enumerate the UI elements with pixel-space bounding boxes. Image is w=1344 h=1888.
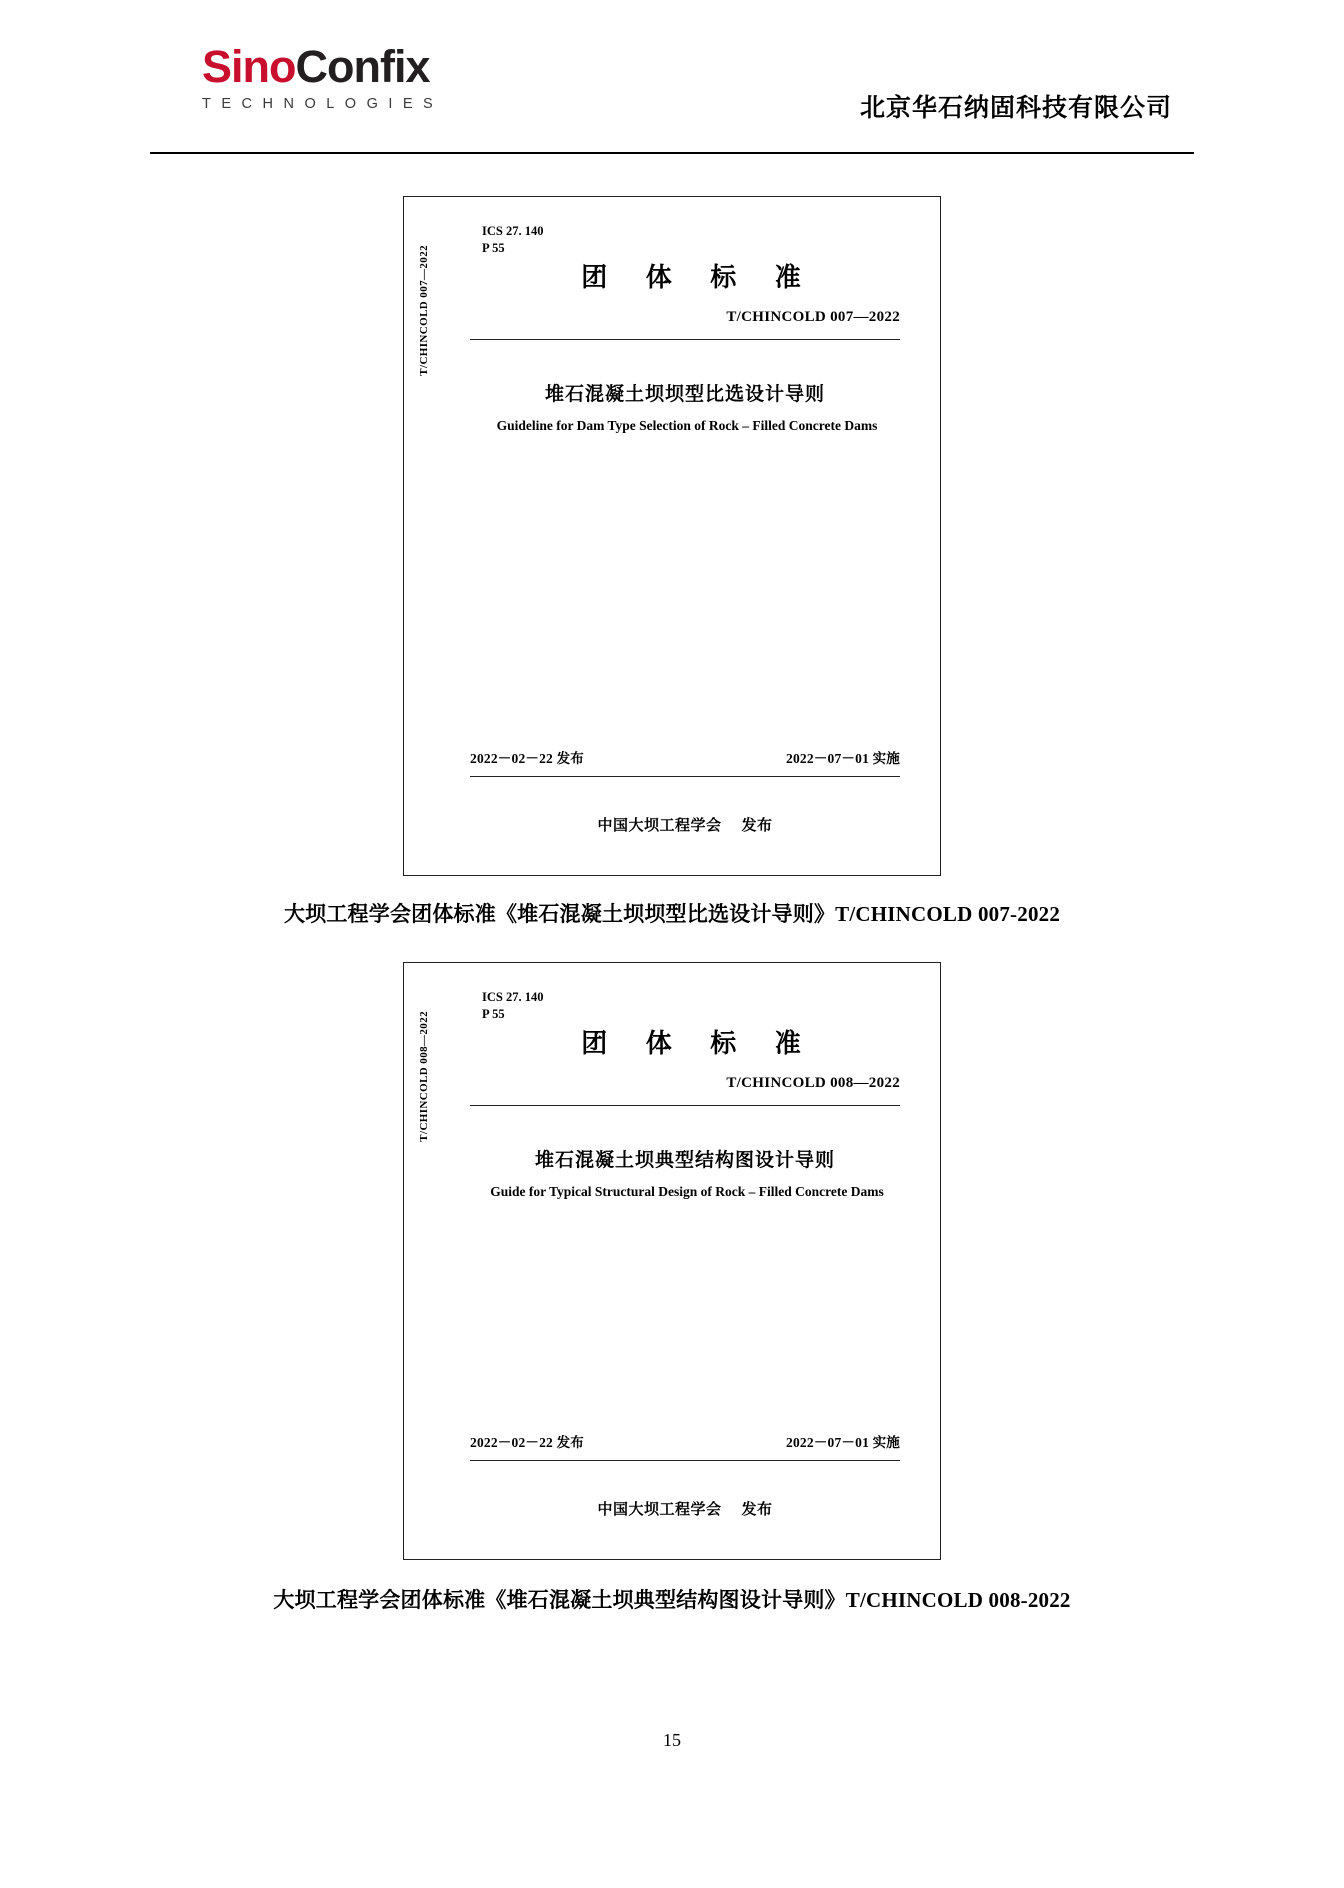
spine-code: T/CHINCOLD 008—2022 — [418, 1011, 430, 1142]
page-header — [150, 36, 1194, 142]
publisher-name: 中国大坝工程学会 — [597, 1502, 722, 1518]
title-english: Guideline for Dam Type Selection of Rock – Filled Concrete Dams — [496, 418, 878, 433]
publisher-line — [470, 1498, 900, 1519]
cover-divider-bottom — [470, 776, 900, 777]
ics-number: ICS 27. 140 — [482, 990, 544, 1004]
publisher-action: 发布 — [741, 1502, 773, 1518]
publisher-name: 中国大坝工程学会 — [597, 818, 722, 834]
publisher-action: 发布 — [741, 818, 773, 834]
standard-number: T/CHINCOLD 008—2022 — [726, 1075, 900, 1091]
publisher-line — [470, 814, 900, 835]
logo-wordmark-red: Sino — [202, 41, 296, 92]
effective-date: 2022－07－01 实施 — [786, 1435, 900, 1450]
title-chinese: 堆石混凝土坝坝型比选设计导则 — [544, 384, 825, 405]
document-type-heading: 团 体 标 准 — [581, 263, 817, 292]
company-logo — [202, 41, 532, 112]
figure-caption-2: 大坝工程学会团体标准《堆石混凝土坝典型结构图设计导则》T/CHINCOLD 008-2022 — [273, 1588, 1071, 1612]
logo-wordmark — [202, 41, 532, 92]
figure-1 — [0, 196, 1344, 928]
cover-divider-bottom — [470, 1460, 900, 1461]
figure-2 — [0, 962, 1344, 1614]
cover-dates — [470, 747, 900, 767]
classification-code: P 55 — [482, 1006, 505, 1021]
effective-date: 2022－07－01 实施 — [786, 751, 900, 766]
issue-date: 2022－02－22 发布 — [470, 751, 584, 766]
issue-date: 2022－02－22 发布 — [470, 1435, 584, 1450]
standard-number: T/CHINCOLD 007—2022 — [726, 309, 900, 325]
standard-cover-007 — [403, 196, 941, 876]
classification-code: P 55 — [482, 240, 505, 255]
ics-code — [482, 989, 543, 1023]
spine-code: T/CHINCOLD 007—2022 — [418, 245, 430, 376]
cover-dates — [470, 1431, 900, 1451]
standard-cover-008 — [403, 962, 941, 1560]
ics-code — [482, 223, 543, 257]
company-name: 北京华石纳固科技有限公司 — [859, 95, 1172, 122]
ics-number: ICS 27. 140 — [482, 224, 544, 238]
document-type-heading: 团 体 标 准 — [581, 1029, 817, 1058]
header-divider — [150, 152, 1194, 154]
title-chinese: 堆石混凝土坝典型结构图设计导则 — [534, 1150, 835, 1171]
title-english: Guide for Typical Structural Design of Rock – Filled Concrete Dams — [490, 1184, 884, 1199]
logo-wordmark-dark: Confix — [295, 41, 430, 92]
cover-divider-top — [470, 1105, 900, 1106]
cover-divider-top — [470, 339, 900, 340]
logo-subtitle: TECHNOLOGIES — [202, 96, 444, 112]
page-number: 15 — [663, 1730, 681, 1750]
figure-caption-1: 大坝工程学会团体标准《堆石混凝土坝坝型比选设计导则》T/CHINCOLD 007-2022 — [283, 902, 1061, 926]
